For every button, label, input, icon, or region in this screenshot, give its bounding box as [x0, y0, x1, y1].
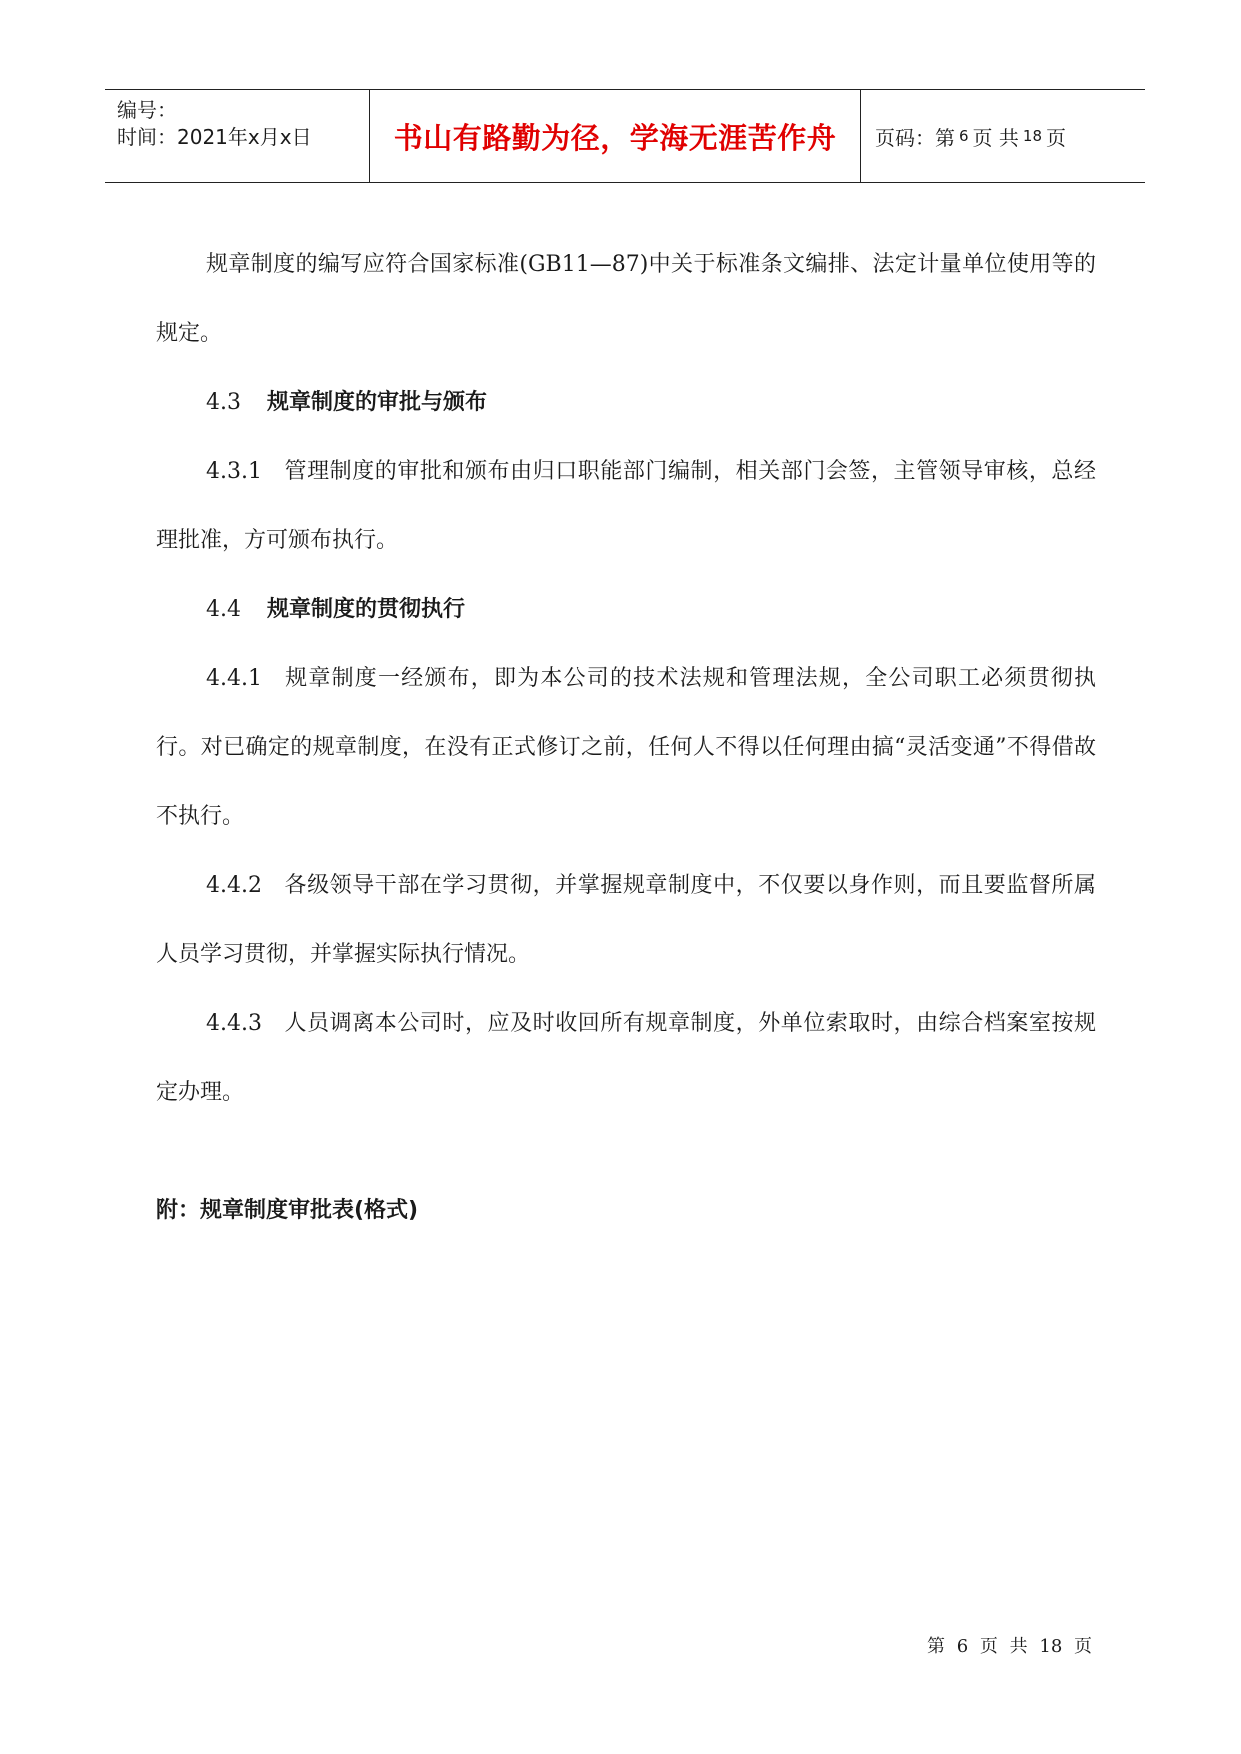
- page-total: 18: [1022, 127, 1042, 145]
- paragraph-4-4-3: [156, 989, 1096, 1127]
- section-number: 4.3: [206, 390, 241, 415]
- clause-number: 4.3.1: [206, 459, 262, 484]
- paragraph-standards: 规章制度的编写应符合国家标准(GB11—87)中关于标准条文编排、法定计量单位使用等的规定。: [156, 252, 1096, 346]
- doc-time-label: 时间：2021年x月x日: [117, 125, 312, 149]
- header-meta-cell: [105, 90, 370, 182]
- document-body: [156, 230, 1096, 1127]
- clause-text: 管理制度的审批和颁布由归口职能部门编制，相关部门会签，主管领导审核，总经理批准，方可颁布执行。: [156, 459, 1096, 553]
- clause-number: 4.4.1: [206, 666, 262, 691]
- paragraph-4-4-2: [156, 851, 1096, 989]
- doc-number-label: 编号：: [117, 98, 177, 122]
- clause-number: 4.4.2: [206, 873, 262, 898]
- section-number: 4.4: [206, 597, 241, 622]
- clause-text: 人员调离本公司时，应及时收回所有规章制度，外单位索取时，由综合档案室按规定办理。: [156, 1011, 1096, 1105]
- header-page-cell: [861, 90, 1145, 182]
- page-footer: 第 6 页 共 18 页: [927, 1636, 1092, 1657]
- page-prefix: 页码：第: [875, 125, 955, 150]
- page-current: 6: [959, 127, 969, 145]
- section-title: 规章制度的审批与颁布: [267, 390, 488, 415]
- page-header: [105, 89, 1145, 183]
- header-motto: 书山有路勤为径，学海无涯苦作舟: [393, 120, 837, 155]
- clause-number: 4.4.3: [206, 1011, 262, 1036]
- page-suffix: 页: [1046, 125, 1066, 150]
- section-title: 规章制度的贯彻执行: [267, 597, 466, 622]
- page-mid: 页 共: [972, 125, 1019, 150]
- header-motto-cell: [370, 90, 861, 182]
- section-heading-4-4: [156, 575, 1096, 644]
- appendix-title: 附：规章制度审批表(格式): [156, 1198, 419, 1223]
- clause-text: 规章制度一经颁布，即为本公司的技术法规和管理法规，全公司职工必须贯彻执行。对已确定的规章制度，在没有正式修订之前，任何人不得以任何理由搞“灵活变通”不得借故不执行。: [156, 666, 1096, 829]
- paragraph-4-4-1: [156, 644, 1096, 851]
- clause-text: 各级领导干部在学习贯彻，并掌握规章制度中，不仅要以身作则，而且要监督所属人员学习贯彻，并掌握实际执行情况。: [156, 873, 1096, 967]
- section-heading-4-3: [156, 368, 1096, 437]
- paragraph-4-3-1: [156, 437, 1096, 575]
